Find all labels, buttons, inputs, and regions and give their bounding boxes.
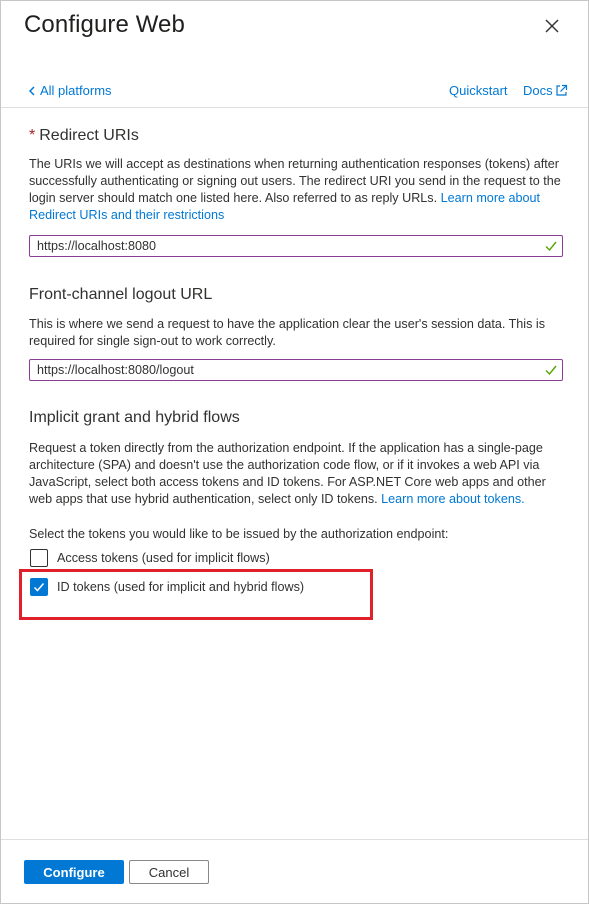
close-icon [541, 15, 563, 37]
redirect-uris-title: Redirect URIs [39, 127, 139, 144]
implicit-grant-desc-text: Request a token directly from the authorization endpoint. If the application has a single-page architecture (SPA) and doesn't use the authorization code flow, or if it invokes a web API via JavaScript, select both access tokens and ID tokens. For ASP.NET Core web apps and other web apps that use hybrid authentication, select only ID tokens. [29, 441, 546, 506]
redirect-uri-field[interactable] [29, 235, 563, 257]
all-platforms-label: All platforms [40, 83, 112, 98]
checkmark-icon [545, 364, 557, 376]
redirect-uris-learn-more-link[interactable]: Learn more about Redirect URIs and their restrictions [29, 191, 541, 222]
access-tokens-label: Access tokens (used for implicit flows) [57, 551, 270, 565]
close-button[interactable] [541, 15, 563, 37]
logout-url-title: Front-channel logout URL [29, 286, 213, 303]
footer-divider [1, 839, 588, 840]
panel-title: Configure Web [24, 11, 185, 38]
configure-button[interactable]: Configure [24, 860, 124, 884]
all-platforms-link[interactable] [29, 83, 112, 98]
external-link-icon [555, 84, 568, 97]
select-tokens-prompt: Select the tokens you would like to be issued by the authorization endpoint: [29, 527, 449, 541]
redirect-uris-heading [29, 127, 139, 145]
id-tokens-label: ID tokens (used for implicit and hybrid flows) [57, 580, 305, 594]
redirect-uris-desc-text: The URIs we will accept as destinations when returning authentication responses (tokens) after successfully authenticating or signing out users. The redirect URI you send in the request to the login server should match one listed here. Also referred to as reply URLs. [29, 157, 561, 205]
quickstart-link[interactable]: Quickstart [449, 83, 508, 98]
learn-more-tokens-link[interactable]: Learn more about tokens. [381, 492, 525, 506]
required-asterisk: * [29, 127, 36, 144]
logout-url-input[interactable] [37, 362, 527, 378]
logout-url-description: This is where we send a request to have the application clear the user's session data. This is required for single sign-out to work correctly. [29, 317, 545, 348]
implicit-grant-description [29, 440, 569, 508]
header-divider [1, 107, 588, 108]
access-tokens-option[interactable] [30, 549, 270, 567]
docs-label: Docs [523, 83, 553, 98]
access-tokens-checkbox[interactable] [30, 549, 48, 567]
redirect-uri-input[interactable] [37, 238, 527, 254]
chevron-left-icon [29, 86, 35, 96]
id-tokens-highlight [19, 569, 373, 620]
docs-link[interactable] [523, 83, 568, 98]
implicit-grant-title: Implicit grant and hybrid flows [29, 409, 240, 426]
checkmark-icon [545, 240, 557, 252]
logout-url-field[interactable] [29, 359, 563, 381]
cancel-button[interactable]: Cancel [129, 860, 209, 884]
redirect-uris-description [29, 156, 569, 224]
